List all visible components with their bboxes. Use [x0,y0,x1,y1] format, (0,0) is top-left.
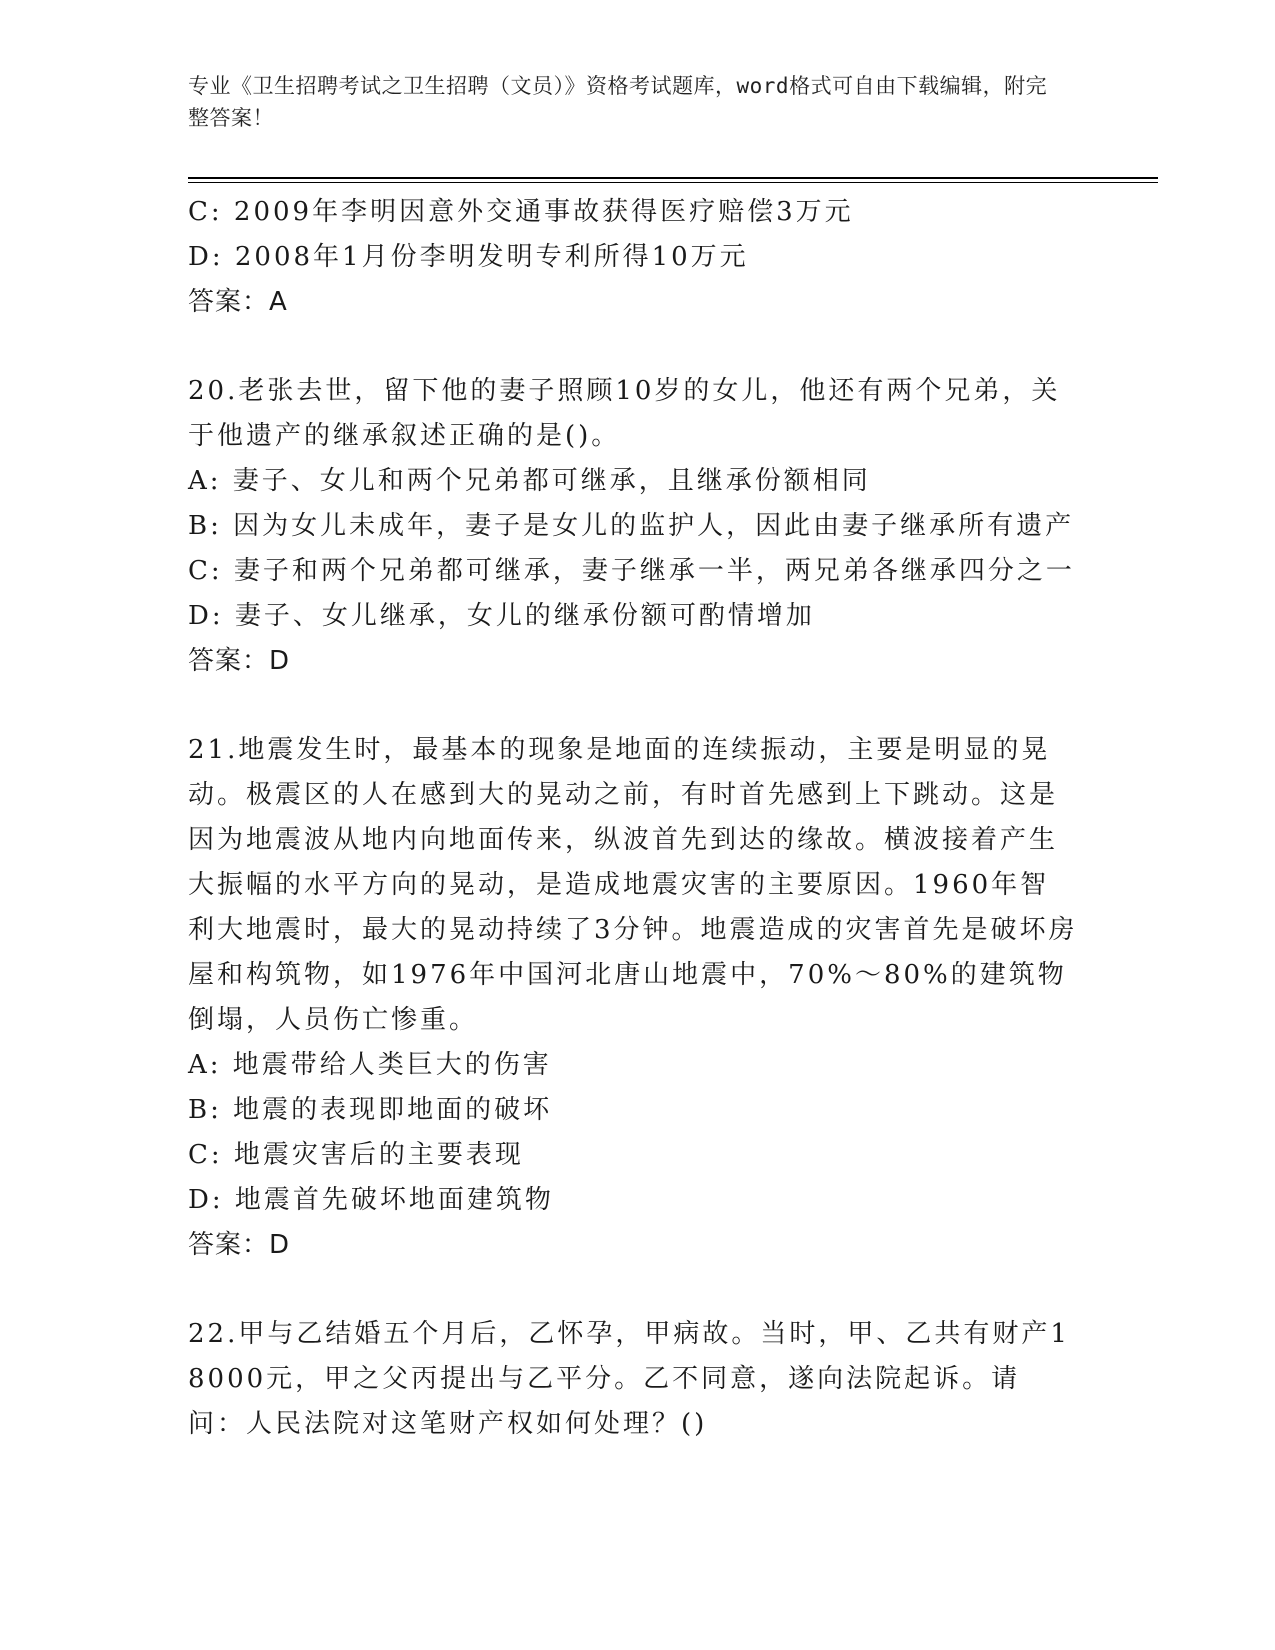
option-c: C: 2009年李明因意外交通事故获得医疗赔偿3万元 [188,197,854,227]
question-20 [188,369,1078,684]
option-b: B: 地震的表现即地面的破坏 [188,1095,553,1125]
option-d: D: 2008年1月份李明发明专利所得10万元 [188,242,749,272]
header-rule-thick [188,177,1158,179]
question-stem: 20.老张去世，留下他的妻子照顾10岁的女儿，他还有两个兄弟，关于他遗产的继承叙述正确的是()。 [188,376,1061,451]
option-c: C: 地震灾害后的主要表现 [188,1140,524,1170]
option-c: C: 妻子和两个兄弟都可继承，妻子继承一半，两兄弟各继承四分之一 [188,556,1075,586]
option-d: D: 妻子、女儿继承，女儿的继承份额可酌情增加 [188,601,815,631]
question-21 [188,728,1078,1268]
option-d: D: 地震首先破坏地面建筑物 [188,1185,554,1215]
document-body [188,190,1078,1447]
question-22 [188,1312,1078,1447]
question-stem: 21.地震发生时，最基本的现象是地面的连续振动，主要是明显的晃动。极震区的人在感到大的晃动之前，有时首先感到上下跳动。这是因为地震波从地内向地面传来，纵波首先到达的缘故。横波接着产生大振幅的水平方向的晃动，是造成地震灾害的主要原因。1960年智利大地震时，最大的晃动持续了3分钟。地震造成的灾害首先是破坏房屋和构筑物，如1976年中国河北唐山地震中，70%～80%的建筑物倒塌，人员伤亡惨重。 [188,735,1078,1035]
option-a: A: 妻子、女儿和两个兄弟都可继承，且继承份额相同 [188,466,871,496]
previous-question-tail [188,190,1078,325]
answer: 答案：D [188,646,291,676]
document-header: 专业《卫生招聘考试之卫生招聘（文员）》资格考试题库，word格式可自由下载编辑，附完整答案！ [188,74,1048,130]
answer: 答案：D [188,1230,291,1260]
header-rule-thin [188,182,1158,183]
option-a: A: 地震带给人类巨大的伤害 [188,1050,552,1080]
answer: 答案：A [188,287,288,317]
option-b: B: 因为女儿未成年，妻子是女儿的监护人，因此由妻子继承所有遗产 [188,511,1075,541]
question-stem: 22.甲与乙结婚五个月后，乙怀孕，甲病故。当时，甲、乙共有财产18000元，甲之父丙提出与乙平分。乙不同意，遂向法院起诉。请问：人民法院对这笔财产权如何处理？() [188,1319,1070,1439]
